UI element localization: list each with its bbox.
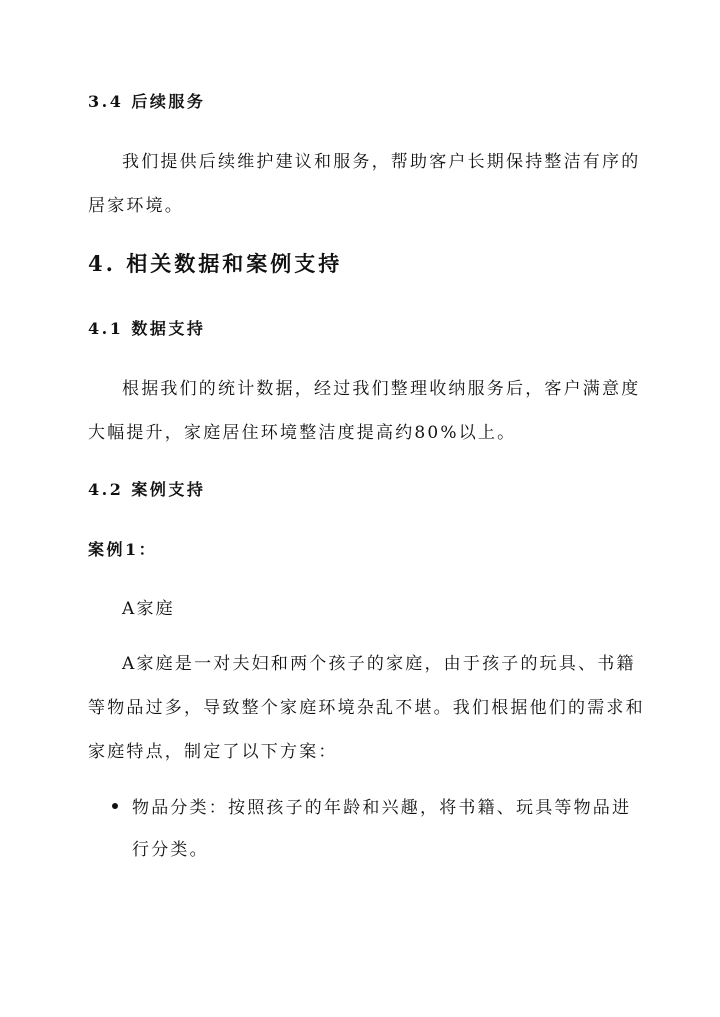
- section-4-1-heading: 4.1 数据支持: [88, 319, 206, 338]
- bullet-dot-icon: [112, 803, 118, 809]
- bullet-1-line-2: 行分类。: [132, 840, 209, 860]
- case-1-title: 案例1：: [88, 540, 158, 559]
- section-4-1-paragraph-line-2: 大幅提升，家庭居住环境整洁度提高约80%以上。: [88, 423, 517, 443]
- section-4-heading: 4. 相关数据和案例支持: [88, 251, 343, 276]
- bullet-1-line-1: 物品分类：按照孩子的年龄和兴趣，将书籍、玩具等物品进: [132, 798, 632, 818]
- case-1-paragraph-line-3: 家庭特点，制定了以下方案：: [88, 742, 338, 762]
- section-3-4-paragraph-line-2: 居家环境。: [88, 196, 184, 216]
- section-4-1-paragraph-line-1: 根据我们的统计数据，经过我们整理收纳服务后，客户满意度: [122, 379, 641, 399]
- section-4-2-heading: 4.2 案例支持: [88, 480, 206, 499]
- section-3-4-paragraph-line-1: 我们提供后续维护建议和服务，帮助客户长期保持整洁有序的: [122, 152, 641, 172]
- case-1-paragraph-line-1: A家庭是一对夫妇和两个孩子的家庭，由于孩子的玩具、书籍: [122, 654, 636, 674]
- case-1-family-label: A家庭: [122, 599, 175, 619]
- section-3-4-heading: 3.4 后续服务: [88, 92, 206, 111]
- case-1-paragraph-line-2: 等物品过多，导致整个家庭环境杂乱不堪。我们根据他们的需求和: [88, 698, 645, 718]
